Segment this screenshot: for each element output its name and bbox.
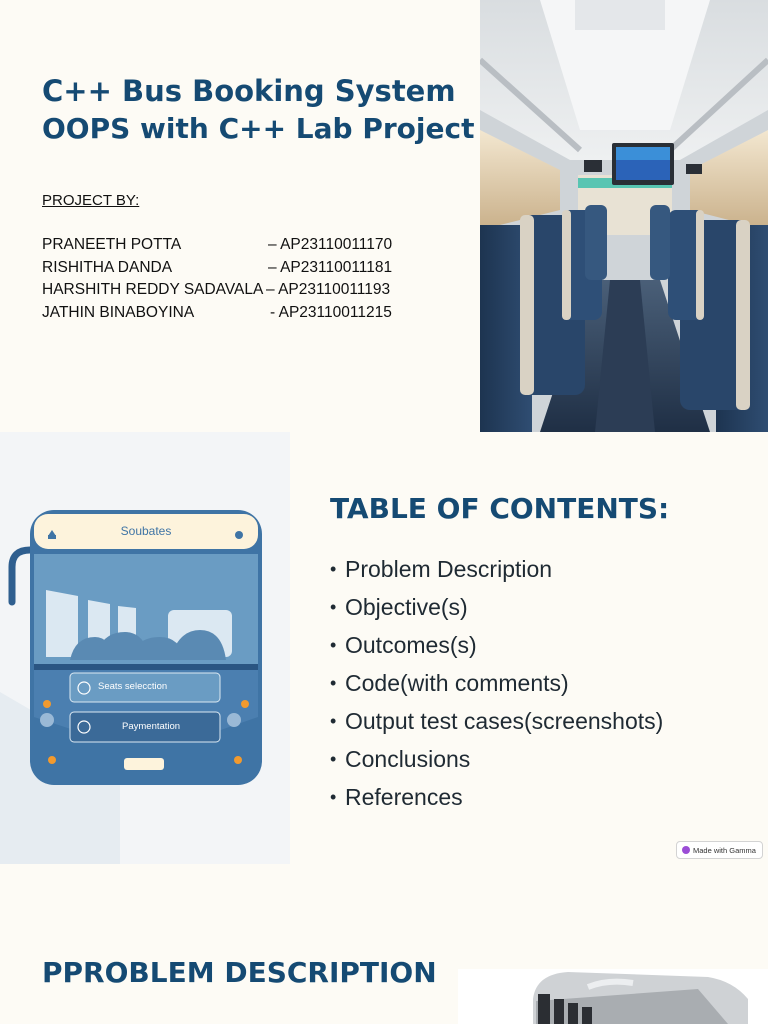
slide-title [0,0,768,432]
toc-item-label: References [345,784,463,810]
slide-problem-description [0,864,768,1024]
toc-item [330,778,663,816]
member-name: JATHIN BINABOYINA [42,303,195,321]
toc-title: TABLE OF CONTENTS: [330,492,670,525]
illustration-payment-button: Paymentation [122,721,181,732]
toc-item-label: Conclusions [345,746,471,772]
toc-item-label: Outcomes(s) [345,632,477,658]
presentation-subtitle: OOPS with C++ Lab Project [42,112,475,145]
illustration-seat-button: Seats selecction [98,681,168,692]
member-name: PRANEETH POTTA [42,236,182,253]
bullet-icon: • [330,787,337,807]
toc-item [330,740,663,778]
badge-label: Made with Gamma [693,845,756,855]
toc-item-label: Output test cases(screenshots) [345,708,664,734]
bullet-icon: • [330,711,337,731]
member-name: HARSHITH REDDY SADAVALA [42,281,264,298]
bullet-icon: • [330,597,337,617]
toc-list [330,550,663,816]
member-id: – AP23110011170 [268,236,393,253]
toc-item [330,702,663,740]
bullet-icon: • [330,749,337,769]
member-id: – AP23110011193 [266,281,391,298]
problem-title: PPROBLEM DESCRIPTION [42,956,437,989]
member-id: - AP23110011215 [270,303,392,321]
illustration-screen-title: Soubates [120,524,172,538]
bullet-icon: • [330,559,337,579]
bullet-icon: • [330,673,337,693]
toc-item [330,550,663,588]
toc-item-label: Code(with comments) [345,670,569,696]
member-row [42,259,422,282]
toc-item-label: Objective(s) [345,594,468,620]
toc-item [330,626,663,664]
member-name: RISHITHA DANDA [42,258,173,276]
toc-item-label: Problem Description [345,556,553,582]
slide-table-of-contents [0,432,768,864]
toc-item [330,588,663,626]
member-row [42,304,422,327]
member-row [42,281,422,304]
project-by-label: PROJECT BY: [42,192,140,209]
member-row [42,236,422,259]
bus-interior-image [480,0,768,432]
made-with-gamma-badge[interactable] [676,841,763,859]
member-id: – AP23110011181 [268,258,393,276]
gamma-logo-icon [682,846,690,854]
member-list [42,236,422,326]
bus-render-image [458,969,768,1024]
toc-item [330,664,663,702]
bullet-icon: • [330,635,337,655]
presentation-title: C++ Bus Booking System [42,74,456,108]
bus-app-illustration [0,432,290,864]
